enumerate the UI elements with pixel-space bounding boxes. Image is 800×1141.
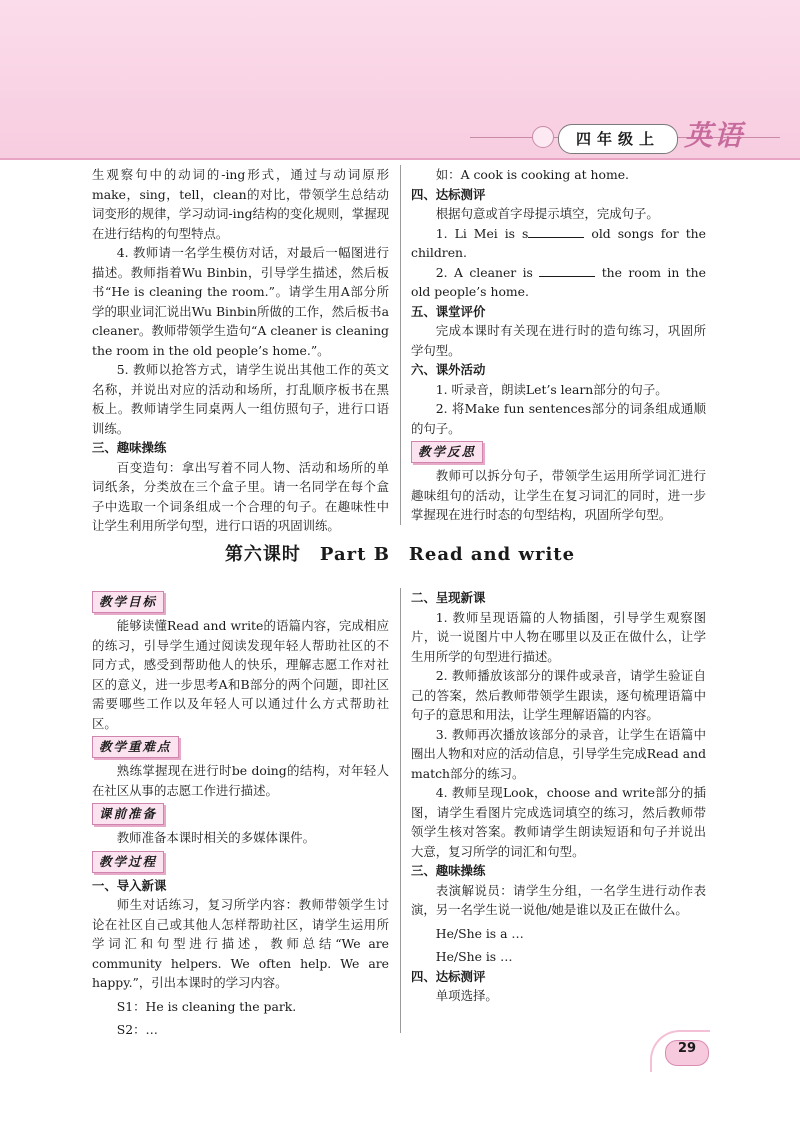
paragraph: 1. 教师呈现语篇的人物插图，引导学生观察图片，说一说图片中人物在哪里以及正在做什么，让学生用所学的句型进行描述。 [411, 609, 706, 664]
section-heading: 五、课堂评价 [411, 303, 486, 319]
bubble-icon [532, 126, 554, 148]
dialogue-line: S1：He is cleaning the park. [116, 998, 297, 1014]
column-separator [400, 165, 401, 525]
section-heading: 六、课外活动 [411, 362, 486, 377]
section-heading: 四、达标测评 [411, 968, 486, 984]
tag-preparation: 课前准备 [92, 803, 164, 825]
header-band [0, 0, 800, 158]
paragraph: 能够读懂Read and write的语篇内容，完成相应的练习，引导学生通过阅读发现年轻人帮助社区的不同方式，感受到帮助他人的快乐，理解志愿工作对社区的意义，进一步思考A和B部分的两个问题，即社区需要哪些工作以及年轻人可以通过什么方式帮助社区。 [92, 618, 389, 731]
paragraph: 4. 教师请一名学生模仿对话，对最后一幅图进行描述。教师指着Wu Binbin，引导学生描述，然后板书“He is cleaning the room.”。请学生用A部分所学的职业词汇说出Wu Binbin所做的工作，然后板书a cleaner。教师带领学生造句“A cleaner is cleaning the room in the old people’s home.”。 [92, 245, 389, 358]
page-number: 29 [665, 1040, 709, 1066]
paragraph: 4. 教师呈现Look，choose and write部分的插图，请学生看图片完成选词填空的练习，然后教师带领学生核对答案。教师请学生朗读短语和句子并说出大意，复习所学的词汇和句型。 [411, 785, 706, 859]
top-left-column [92, 165, 389, 536]
section-heading: 四、达标测评 [411, 186, 486, 202]
lesson-title: 第六课时 Part B Read and write [224, 544, 576, 565]
tag-process: 教学过程 [92, 851, 164, 873]
paragraph: 1. 听录音，朗读Let’s learn部分的句子。 [435, 381, 668, 397]
dialogue-line: S2：… [116, 1022, 158, 1037]
column-separator [400, 588, 401, 1033]
exercise-item: 1. Li Mei is s old songs for the children. [411, 225, 706, 260]
paragraph: 熟练掌握现在进行时be doing的结构，对年轻人在社区从事的志愿工作进行描述。 [92, 763, 389, 798]
paragraph: 生观察句中的动词的-ing形式，通过与动词原形make，sing，tell，clean的对比，带领学生总结动词变形的规律，学习动词-ing结构的变化规则，掌握现在进行结构的句型特点。 [92, 167, 389, 241]
section-heading: 三、趣味操练 [92, 440, 167, 455]
paragraph: 5. 教师以抢答方式，请学生说出其他工作的英文名称，并说出对应的活动和场所，打乱顺序板书在黑板上。教师请学生同桌两人一组仿照句子，进行口语训练。 [92, 362, 389, 436]
subject-label: 英语 [684, 119, 745, 152]
section-heading: 一、导入新课 [92, 877, 167, 893]
header-divider [0, 158, 800, 160]
section-heading: 三、趣味操练 [411, 863, 486, 878]
answer-blank [539, 264, 595, 277]
top-right-column [411, 165, 706, 525]
exercise-item: 2. A cleaner is the room in the old people’s home. [411, 264, 706, 299]
answer-blank [528, 225, 584, 238]
paragraph: 师生对话练习，复习所学内容：教师带领学生讨论在社区自己或其他人怎样帮助社区，请学生运用所学词汇和句型进行描述，教师总结“We are community helpers. We often help. We are happy.”，引出本课时的学习内容。 [92, 897, 389, 990]
sentence-frame: He/She is a … [435, 925, 524, 941]
paragraph: 单项选择。 [435, 988, 498, 1003]
tag-reflection: 教学反思 [411, 441, 483, 463]
paragraph: 2. 将Make fun sentences部分的词条组成通顺的句子。 [411, 401, 706, 436]
bottom-left-column [92, 588, 389, 1040]
grade-label: 四年级上 [558, 124, 678, 154]
paragraph: 教师可以拆分句子，带领学生运用所学词汇进行趣味组句的活动，让学生在复习词汇的同时，进一步掌握现在进行时态的句型结构，巩固所学句型。 [411, 468, 706, 522]
paragraph: 教师准备本课时相关的多媒体课件。 [116, 830, 316, 845]
paragraph: 完成本课时有关现在进行时的造句练习，巩固所学句型。 [411, 323, 706, 358]
tag-key-points: 教学重难点 [92, 736, 179, 758]
example-sentence: 如：A cook is cooking at home. [435, 167, 629, 182]
paragraph: 3. 教师再次播放该部分的录音，让学生在语篇中圈出人物和对应的活动信息，引导学生完成Read and match部分的练习。 [411, 726, 706, 781]
paragraph: 表演解说员：请学生分组，一名学生进行动作表演，另一名学生说一说他/她是谁以及正在做什么。 [411, 882, 706, 917]
bottom-right-column [411, 588, 706, 1006]
paragraph: 2. 教师播放该部分的课件或录音，请学生验证自己的答案，然后教师带领学生跟读，逐句梳理语篇中句子的意思和用法，让学生理解语篇的内容。 [411, 668, 706, 722]
section-heading: 二、呈现新课 [411, 590, 486, 605]
paragraph: 根据句意或首字母提示填空，完成句子。 [435, 206, 659, 221]
sentence-frame: He/She is … [435, 949, 513, 964]
tag-goal: 教学目标 [92, 591, 164, 613]
paragraph: 百变造句：拿出写着不同人物、活动和场所的单词纸条，分类放在三个盒子里。请一名同学在每个盒子中选取一个词条组成一个合理的句子。在趣味性中让学生利用所学句型，进行口语的巩固训练。 [92, 459, 389, 533]
